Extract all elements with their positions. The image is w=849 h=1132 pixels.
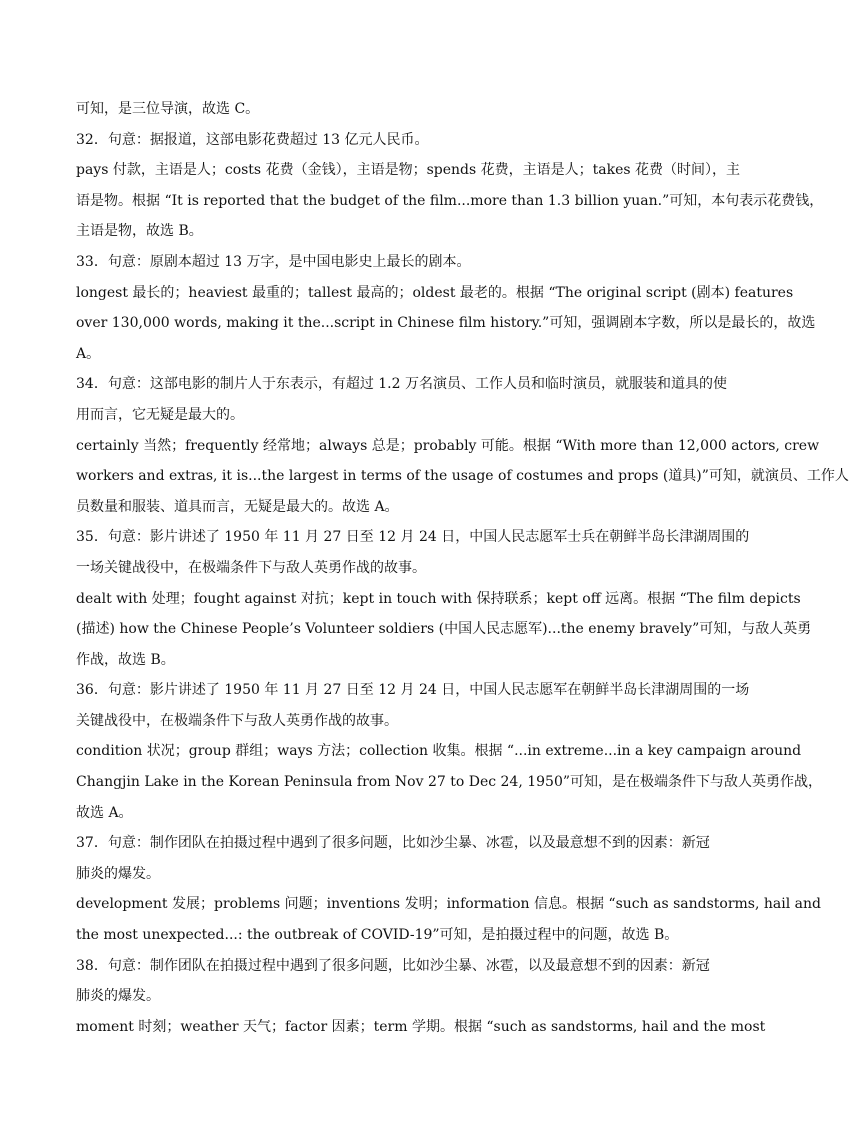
text-line: over 130,000 words, making it the...script in Chinese film history.”可知，强调剧本字数，所以是最长的，故选 bbox=[76, 315, 816, 332]
answer-explanation-text bbox=[76, 94, 849, 1042]
text-line: 用而言，它无疑是最大的。 bbox=[76, 406, 244, 423]
text-line: 肺炎的爆发。 bbox=[76, 865, 160, 882]
question-35-translation: 35．句意：影片讲述了 1950 年 11 月 27 日至 12 月 24 日，中国人民志愿军士兵在朝鲜半岛长津湖周围的 bbox=[76, 529, 750, 546]
text-line: 作战，故选 B。 bbox=[76, 651, 175, 668]
text-line: 一场关键战役中，在极端条件下与敌人英勇作战的故事。 bbox=[76, 559, 426, 576]
text-line: 关键战役中，在极端条件下与敌人英勇作战的故事。 bbox=[76, 712, 398, 729]
question-32-translation: 32．句意：据报道，这部电影花费超过 13 亿元人民币。 bbox=[76, 131, 429, 148]
question-36-translation: 36．句意：影片讲述了 1950 年 11 月 27 日至 12 月 24 日，中国人民志愿军在朝鲜半岛长津湖周围的一场 bbox=[76, 682, 750, 699]
text-line: moment 时刻；weather 天气；factor 因素；term 学期。根据 “such as sandstorms, hail and the most bbox=[76, 1018, 766, 1035]
question-34-translation: 34．句意：这部电影的制片人于东表示，有超过 1.2 万名演员、工作人员和临时演员，就服装和道具的使 bbox=[76, 376, 727, 393]
question-37-translation: 37．句意：制作团队在拍摄过程中遇到了很多问题，比如沙尘暴、冰雹，以及最意想不到的因素：新冠 bbox=[76, 835, 710, 852]
text-line: longest 最长的；heaviest 最重的；tallest 最高的；oldest 最老的。根据 “The original script (剧本) features bbox=[76, 284, 794, 301]
text-line: 语是物。根据 “It is reported that the budget of the film...more than 1.3 billion yuan.”可知，本句表示花费钱， bbox=[76, 192, 824, 209]
text-line: (描述) how the Chinese People’s Volunteer soldiers (中国人民志愿军)...the enemy bravely”可知，与敌人英勇 bbox=[76, 621, 812, 638]
text-line: 肺炎的爆发。 bbox=[76, 988, 160, 1005]
text-line: 主语是物，故选 B。 bbox=[76, 223, 203, 240]
text-line: development 发展；problems 问题；inventions 发明；information 信息。根据 “such as sandstorms, hail and bbox=[76, 896, 821, 913]
text-line: certainly 当然；frequently 经常地；always 总是；probably 可能。根据 “With more than 12,000 actors, crew bbox=[76, 437, 820, 454]
text-line: 可知，是三位导演，故选 C。 bbox=[76, 101, 260, 117]
text-line: Changjin Lake in the Korean Peninsula from Nov 27 to Dec 24, 1950”可知，是在极端条件下与敌人英勇作战， bbox=[76, 774, 823, 791]
text-line: condition 状况；group 群组；ways 方法；collection 收集。根据 “...in extreme...in a key campaign around bbox=[76, 743, 802, 760]
text-line: 员数量和服装、道具而言，无疑是最大的。故选 A。 bbox=[76, 498, 399, 515]
text-line: the most unexpected...: the outbreak of COVID-19”可知，是拍摄过程中的问题，故选 B。 bbox=[76, 927, 679, 944]
question-33-translation: 33．句意：原剧本超过 13 万字，是中国电影史上最长的剧本。 bbox=[76, 253, 471, 270]
text-line: workers and extras, it is...the largest in terms of the usage of costumes and props (道具)”可知，就演员、工作人 bbox=[76, 468, 849, 485]
question-38-translation: 38．句意：制作团队在拍摄过程中遇到了很多问题，比如沙尘暴、冰雹，以及最意想不到的因素：新冠 bbox=[76, 957, 710, 974]
text-line: A。 bbox=[76, 345, 101, 362]
text-line: pays 付款，主语是人；costs 花费（金钱），主语是物；spends 花费，主语是人；takes 花费（时间），主 bbox=[76, 162, 740, 179]
text-line: dealt with 处理；fought against 对抗；kept in touch with 保持联系；kept off 远离。根据 “The film depicts bbox=[76, 590, 801, 607]
text-line: 故选 A。 bbox=[76, 804, 133, 821]
